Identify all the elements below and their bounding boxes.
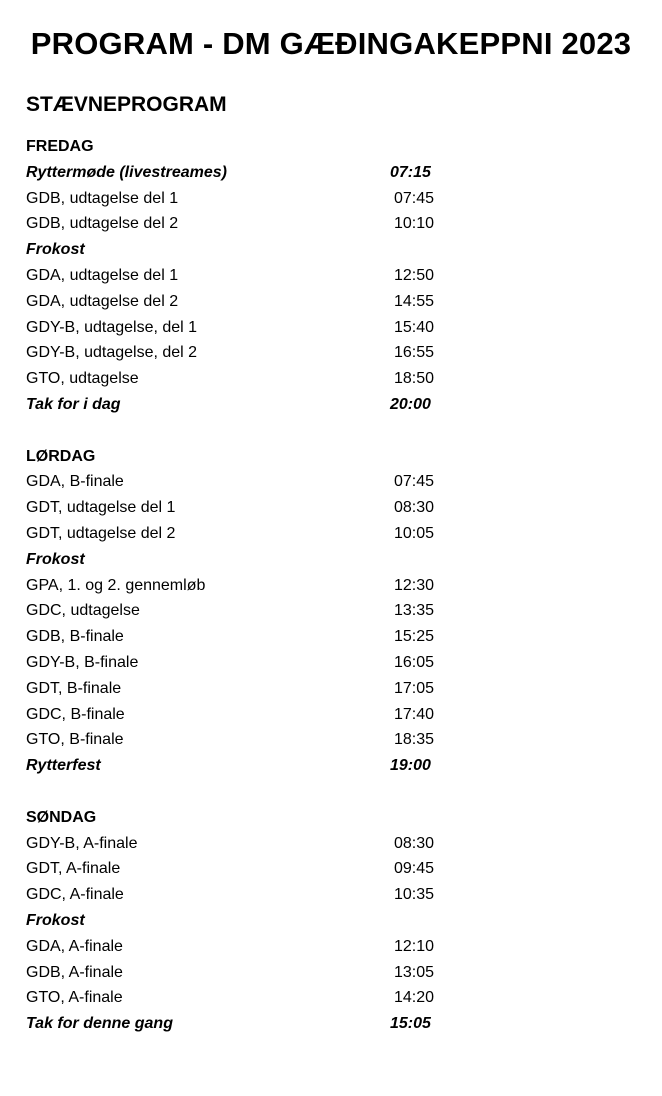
event-label: GDY-B, udtagelse, del 2 [26,344,198,362]
event-time: 14:55 [394,292,435,310]
event-label: GTO, B-finale [26,731,124,749]
schedule-row [26,882,466,908]
event-time: 14:20 [394,989,435,1007]
schedule-row [26,727,466,753]
event-time: 17:05 [394,679,435,697]
event-time: 15:25 [394,628,435,646]
event-time: 09:45 [394,860,435,878]
event-time: 17:40 [394,705,435,723]
schedule [26,134,466,1063]
schedule-row [26,624,466,650]
page-title: PROGRAM - DM GÆÐINGAKEPPNI 2023 [30,26,632,61]
schedule-row [26,186,466,212]
schedule-row [26,676,466,702]
schedule-row [26,521,466,547]
day-section [26,134,466,418]
event-label: GDA, udtagelse del 1 [26,266,179,284]
event-time: 07:15 [390,163,431,181]
schedule-row [26,573,466,599]
event-label: GDC, B-finale [26,705,125,723]
event-label: GDB, udtagelse del 1 [26,189,179,207]
event-label: Frokost [26,550,85,568]
event-time: 12:10 [394,937,435,955]
event-time: 10:05 [394,524,435,542]
event-time: 18:35 [394,731,435,749]
event-label: Tak for denne gang [26,1015,173,1033]
event-label: GDC, udtagelse [26,602,140,620]
event-time: 20:00 [390,395,431,413]
schedule-row [26,547,466,573]
schedule-row [26,211,466,237]
event-label: GDA, udtagelse del 2 [26,292,179,310]
day-title: FREDAG [26,138,94,155]
event-label: GDC, A-finale [26,886,124,904]
event-time: 15:40 [394,318,435,336]
schedule-row [26,985,466,1011]
event-time: 08:30 [394,499,435,517]
event-time: 12:50 [394,266,435,284]
event-label: GDA, A-finale [26,937,123,955]
event-label: GDY-B, A-finale [26,834,138,852]
schedule-row [26,934,466,960]
event-label: Frokost [26,241,85,259]
event-time: 13:35 [394,602,435,620]
section-title: STÆVNEPROGRAM [26,93,227,116]
event-label: GDB, udtagelse del 2 [26,215,179,233]
event-time: 16:05 [394,653,435,671]
event-time: 10:35 [394,886,435,904]
day-title: LØRDAG [26,447,96,465]
event-time: 10:10 [394,215,435,233]
schedule-row [26,340,466,366]
schedule-row [26,315,466,341]
event-label: Ryttermøde (livestreames) [26,163,227,181]
schedule-row [26,598,466,624]
event-time: 12:30 [394,576,435,594]
schedule-row [26,650,466,676]
event-label: GDT, A-finale [26,860,121,878]
event-label: GTO, A-finale [26,989,123,1007]
schedule-row [26,702,466,728]
event-time: 19:00 [390,757,431,775]
event-label: GDT, udtagelse del 2 [26,524,176,542]
schedule-row [26,856,466,882]
event-label: Tak for i dag [26,395,121,413]
event-label: GDY-B, B-finale [26,653,139,671]
schedule-row [26,469,466,495]
event-label: Rytterfest [26,757,101,775]
event-time: 07:45 [394,189,435,207]
event-time: 18:50 [394,370,435,388]
event-label: GDB, B-finale [26,628,124,646]
event-time: 13:05 [394,963,435,981]
schedule-row [26,392,466,418]
event-label: GPA, 1. og 2. gennemløb [26,576,206,594]
schedule-row [26,960,466,986]
event-label: GDY-B, udtagelse, del 1 [26,318,198,336]
schedule-row [26,753,466,779]
schedule-row [26,831,466,857]
day-section [26,805,466,1037]
schedule-row [26,263,466,289]
schedule-row [26,495,466,521]
schedule-row [26,237,466,263]
event-label: GDT, B-finale [26,679,122,697]
event-time: 07:45 [394,473,435,491]
event-time: 15:05 [390,1015,431,1033]
day-section [26,444,466,779]
event-time: 16:55 [394,344,435,362]
event-label: GDT, udtagelse del 1 [26,499,176,517]
schedule-row [26,160,466,186]
event-time: 08:30 [394,834,435,852]
event-label: GDA, B-finale [26,473,124,491]
schedule-row [26,366,466,392]
schedule-row [26,289,466,315]
event-label: GDB, A-finale [26,963,123,981]
schedule-row [26,1011,466,1037]
event-label: GTO, udtagelse [26,370,139,388]
schedule-row [26,908,466,934]
event-label: Frokost [26,911,85,929]
day-title: SØNDAG [26,808,97,826]
